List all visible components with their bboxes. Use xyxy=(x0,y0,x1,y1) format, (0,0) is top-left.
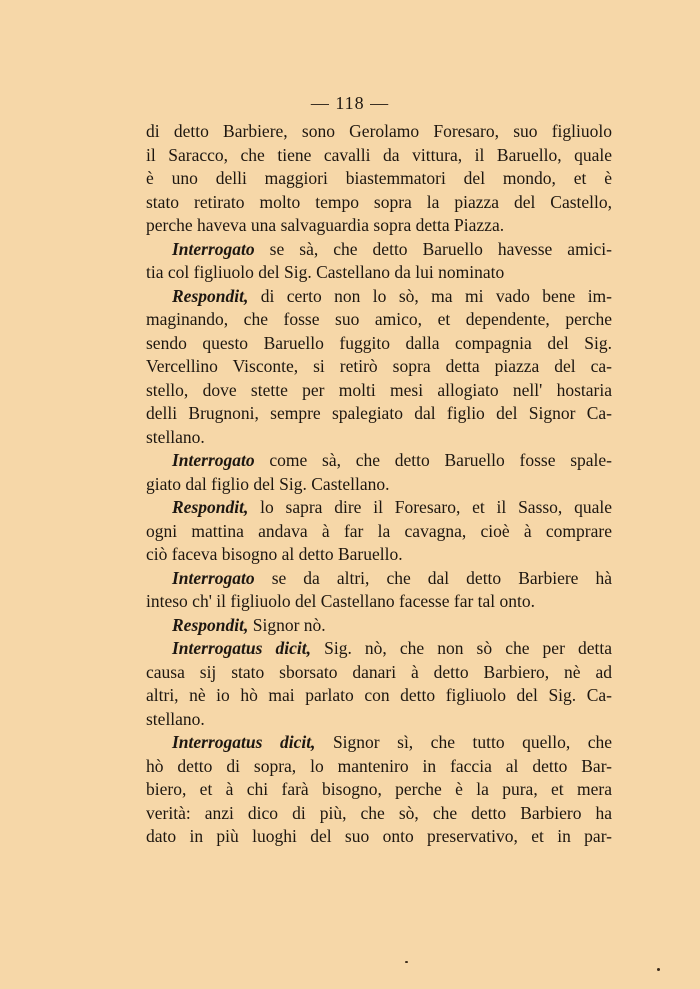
text-line xyxy=(146,520,612,544)
line-text: perche haveva una salvaguardia sopra detta Piazza. xyxy=(146,215,505,235)
text-line xyxy=(146,778,612,802)
text-line xyxy=(146,238,612,262)
line-text: Sig. nò, che non sò che per detta xyxy=(311,638,612,658)
speaker-label: Interrogato xyxy=(172,238,255,259)
text-line xyxy=(146,332,612,356)
line-text: giato dal figlio del Sig. Castellano. xyxy=(146,473,390,494)
text-line xyxy=(146,191,612,215)
speaker-label: Respondit, xyxy=(172,497,249,517)
line-text: è uno delli maggiori biastemmatori del mondo, et è xyxy=(146,168,612,188)
line-text: di certo non lo sò, ma mi vado bene im- xyxy=(248,285,612,306)
speaker-label: Interrogatus dicit, xyxy=(172,638,312,658)
text-line xyxy=(146,167,612,191)
page-number: — 118 — xyxy=(310,93,390,113)
line-text: dato in più luoghi del suo onto preservativo, et in par- xyxy=(146,826,612,846)
line-text: Signor nò. xyxy=(248,614,326,635)
line-text: stellano. xyxy=(146,426,205,447)
line-text: inteso ch' il figliuolo del Castellano facesse far tal onto. xyxy=(146,591,536,611)
text-line xyxy=(146,543,612,567)
line-text: biero, et à chi farà bisogno, perche è la pura, et mera xyxy=(146,779,612,799)
line-text: stellano. xyxy=(146,708,205,729)
text-line xyxy=(146,567,612,591)
line-text: di detto Barbiere, sono Gerolamo Foresaro, suo figliuolo xyxy=(146,121,612,141)
speaker-label: Interrogato xyxy=(172,450,255,470)
line-text: altri, nè io hò mai parlato con detto figliuolo del Sig. Ca- xyxy=(146,685,612,705)
text-line xyxy=(146,355,612,379)
text-line xyxy=(146,261,612,285)
line-text: stello, dove stette per molti mesi allogiato nell' hostaria xyxy=(146,379,612,400)
speaker-label: Respondit, xyxy=(172,285,249,306)
line-text: maginando, che fosse suo amico, et dependente, perche xyxy=(146,309,612,329)
line-text: ciò faceva bisogno al detto Baruello. xyxy=(146,544,403,564)
text-line xyxy=(146,684,612,708)
text-line xyxy=(146,637,612,661)
paper-speck xyxy=(657,968,660,971)
paper-speck xyxy=(405,961,408,963)
text-line xyxy=(146,308,612,332)
text-line xyxy=(146,590,612,614)
text-line xyxy=(146,802,612,826)
body-text xyxy=(146,120,612,849)
text-line xyxy=(146,661,612,685)
line-text: delli Brugnoni, sempre spalegiato dal figlio del Signor Ca- xyxy=(146,403,612,423)
text-line xyxy=(146,402,612,426)
speaker-label: Respondit, xyxy=(172,614,249,635)
text-line xyxy=(146,144,612,168)
text-line xyxy=(146,426,612,450)
text-line xyxy=(146,120,612,144)
text-line xyxy=(146,755,612,779)
text-line xyxy=(146,379,612,403)
line-text: hò detto di sopra, lo manteniro in faccia al detto Bar- xyxy=(146,755,612,776)
text-line xyxy=(146,614,612,638)
line-text: il Saracco, che tiene cavalli da vittura, il Baruello, quale xyxy=(146,144,612,165)
text-line xyxy=(146,214,612,238)
text-line xyxy=(146,449,612,473)
text-line xyxy=(146,473,612,497)
line-text: Vercellino Visconte, si retirò sopra detta piazza del ca- xyxy=(146,356,612,376)
line-text: Signor sì, che tutto quello, che xyxy=(315,732,612,752)
speaker-label: Interrogatus dicit, xyxy=(172,732,316,752)
line-text: verità: anzi dico di più, che sò, che detto Barbiero ha xyxy=(146,802,612,823)
line-text: se da altri, che dal detto Barbiere hà xyxy=(254,567,612,588)
text-line xyxy=(146,496,612,520)
text-line xyxy=(146,285,612,309)
line-text: causa sij stato sborsato danari à detto Barbiero, nè ad xyxy=(146,661,612,682)
line-text: sendo questo Baruello fuggito dalla compagnia del Sig. xyxy=(146,332,612,353)
line-text: lo sapra dire il Foresaro, et il Sasso, quale xyxy=(248,497,612,517)
line-text: come sà, che detto Baruello fosse spale- xyxy=(254,450,612,470)
line-text: ogni mattina andava à far la cavagna, cioè à comprare xyxy=(146,520,612,541)
text-line xyxy=(146,708,612,732)
speaker-label: Interrogato xyxy=(172,567,255,588)
line-text: stato retirato molto tempo sopra la piazza del Castello, xyxy=(146,191,612,212)
line-text: tia col figliuolo del Sig. Castellano da lui nominato xyxy=(146,262,505,282)
text-line xyxy=(146,825,612,849)
line-text: se sà, che detto Baruello havesse amici- xyxy=(254,238,612,259)
text-line xyxy=(146,731,612,755)
